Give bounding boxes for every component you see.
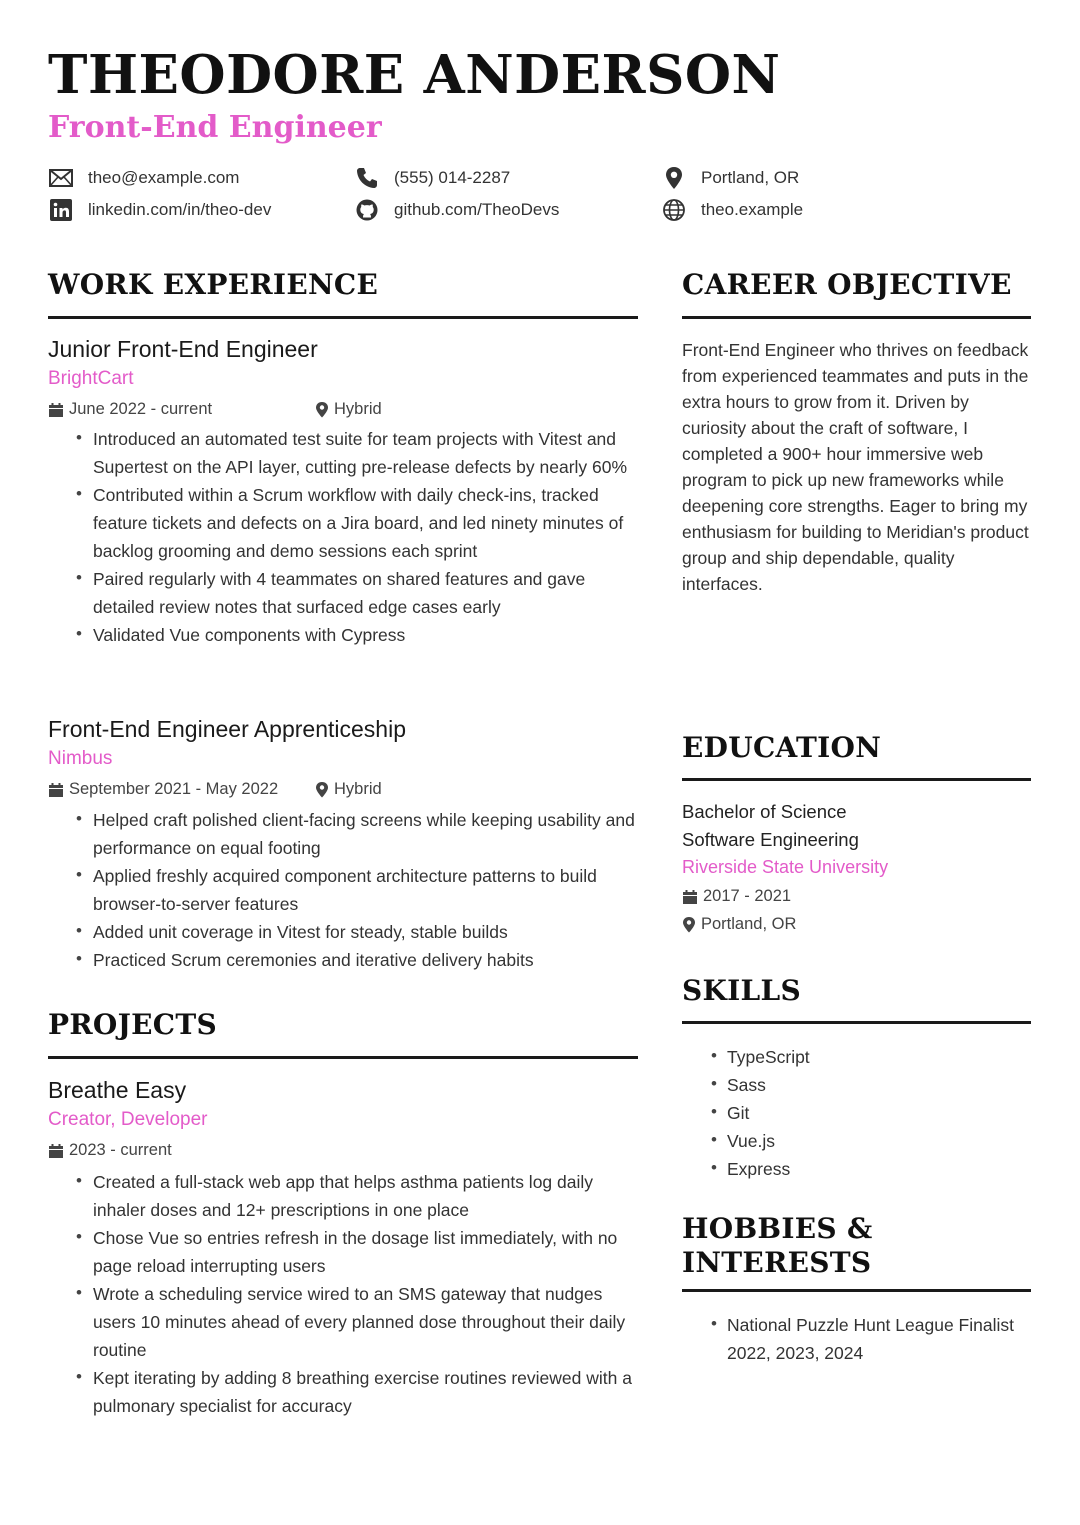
- hobbies-section-divider: [682, 1289, 1031, 1292]
- work-section-title: WORK EXPERIENCE: [48, 268, 379, 301]
- objective-section-title: CAREER OBJECTIVE: [682, 268, 1012, 301]
- list-item: • Validated Vue components with Cypress: [48, 621, 643, 649]
- list-item: • Helped craft polished client-facing screens while keeping usability and performance on equal footing: [48, 806, 643, 862]
- project-dates: 2023 - current: [69, 1141, 172, 1159]
- calendar-icon: [682, 889, 698, 905]
- education-dates: 2017 - 2021: [703, 887, 792, 905]
- list-item: • Applied freshly acquired component architecture patterns to build browser-to-server features: [48, 862, 643, 918]
- project-title: Breathe Easy: [48, 1077, 187, 1103]
- hobbies-title-line1: HOBBIES &: [682, 1212, 873, 1245]
- hobbies-section-title: [682, 1212, 873, 1280]
- job-location-text: Hybrid: [334, 400, 382, 418]
- list-item: • Chose Vue so entries refresh in the dosage list immediately, with no page reload interrupting users: [48, 1224, 643, 1280]
- contact-email-text: theo@example.com: [88, 168, 240, 187]
- resume-role: Front-End Engineer: [48, 110, 382, 145]
- objective-text: Front-End Engineer who thrives on feedback from experienced teammates and puts in the extra hours to grow from it. Driven by curiosity about the craft of software, I completed a 900+ hour immersive web program to pick up new frameworks while deepening core strengths. Eager to bring my enthusiasm for building to Meridian's product group and ship dependable, quality interfaces.: [682, 340, 1029, 594]
- list-item: • Introduced an automated test suite for team projects with Vitest and Supertest on the API layer, cutting pre-release defects by nearly 60%: [48, 425, 643, 481]
- skill-item: • Git: [682, 1099, 1031, 1127]
- contact-phone[interactable]: [354, 166, 510, 190]
- job-company: Nimbus: [48, 748, 113, 769]
- github-icon: [354, 198, 380, 222]
- education-dates-row: [682, 887, 791, 906]
- contact-location-text: Portland, OR: [701, 168, 800, 187]
- contact-linkedin-text: linkedin.com/in/theo-dev: [88, 200, 272, 219]
- job-location-text: Hybrid: [334, 780, 382, 798]
- contact-github-text: github.com/TheoDevs: [394, 200, 560, 219]
- calendar-icon: [48, 1143, 64, 1159]
- project-role: Creator, Developer: [48, 1109, 208, 1130]
- map-pin-icon: [315, 781, 329, 798]
- skills-section-title: SKILLS: [682, 974, 802, 1007]
- contact-github[interactable]: [354, 198, 559, 222]
- contact-linkedin[interactable]: [48, 198, 271, 222]
- job-meta: [48, 400, 212, 419]
- resume-name: THEODORE ANDERSON: [48, 44, 781, 106]
- skills-section-divider: [682, 1021, 1031, 1024]
- education-school: Riverside State University: [682, 857, 889, 877]
- contact-location: [661, 166, 799, 190]
- list-item: • Wrote a scheduling service wired to an SMS gateway that nudges users 10 minutes ahead of every planned dose throughout their daily routine: [48, 1280, 643, 1364]
- education-field: Software Engineering: [682, 829, 859, 850]
- skills-list: [682, 1043, 1031, 1183]
- job-location: [315, 780, 382, 799]
- job-title: Junior Front-End Engineer: [48, 336, 318, 362]
- list-item: • Contributed within a Scrum workflow with daily check-ins, tracked feature tickets and defects on a Jira board, and led ninety minutes of backlog grooming and demo sessions each sprint: [48, 481, 643, 565]
- education-degree: Bachelor of Science: [682, 801, 847, 822]
- list-item: • Paired regularly with 4 teammates on shared features and gave detailed review notes that surfaced edge cases early: [48, 565, 643, 621]
- education-section-divider: [682, 778, 1031, 781]
- education-location: Portland, OR: [701, 915, 797, 933]
- project-bullets: [48, 1168, 643, 1420]
- projects-section-divider: [48, 1056, 638, 1059]
- job-dates: June 2022 - current: [69, 400, 213, 418]
- phone-icon: [354, 166, 380, 190]
- work-section-divider: [48, 316, 638, 319]
- hobbies-title-line2: INTERESTS: [682, 1246, 872, 1279]
- job-bullets: [48, 806, 643, 974]
- list-item: • Practiced Scrum ceremonies and iterative delivery habits: [48, 946, 643, 974]
- calendar-icon: [48, 782, 64, 798]
- envelope-icon: [48, 166, 74, 190]
- contact-email[interactable]: [48, 166, 239, 190]
- list-item: • Kept iterating by adding 8 breathing exercise routines reviewed with a pulmonary specialist for accuracy: [48, 1364, 643, 1420]
- list-item: • Added unit coverage in Vitest for steady, stable builds: [48, 918, 643, 946]
- linkedin-icon: [48, 198, 74, 222]
- job-meta: [48, 780, 278, 799]
- education-section-title: EDUCATION: [682, 731, 882, 764]
- map-pin-icon: [682, 916, 696, 933]
- map-pin-icon: [315, 401, 329, 418]
- education-location-row: [682, 915, 796, 934]
- skill-item: • Vue.js: [682, 1127, 1031, 1155]
- calendar-icon: [48, 402, 64, 418]
- job-dates: September 2021 - May 2022: [69, 780, 279, 798]
- job-bullets: [48, 425, 643, 649]
- skill-item: • Sass: [682, 1071, 1031, 1099]
- hobbies-list: [682, 1311, 1036, 1367]
- hobby-item: • National Puzzle Hunt League Finalist 2022, 2023, 2024: [682, 1311, 1036, 1367]
- objective-section-divider: [682, 316, 1031, 319]
- skill-item: • Express: [682, 1155, 1031, 1183]
- globe-icon: [661, 198, 687, 222]
- job-location: [315, 400, 382, 419]
- job-company: BrightCart: [48, 368, 134, 389]
- skill-item: • TypeScript: [682, 1043, 1031, 1071]
- project-meta: [48, 1141, 172, 1160]
- job-title: Front-End Engineer Apprenticeship: [48, 716, 406, 742]
- map-pin-icon: [661, 166, 687, 190]
- contact-phone-text: (555) 014-2287: [394, 168, 511, 187]
- contact-website[interactable]: [661, 198, 803, 222]
- contact-website-text: theo.example: [701, 200, 804, 219]
- list-item: • Created a full-stack web app that helps asthma patients log daily inhaler doses and 12+ prescriptions in one place: [48, 1168, 643, 1224]
- projects-section-title: PROJECTS: [48, 1008, 218, 1041]
